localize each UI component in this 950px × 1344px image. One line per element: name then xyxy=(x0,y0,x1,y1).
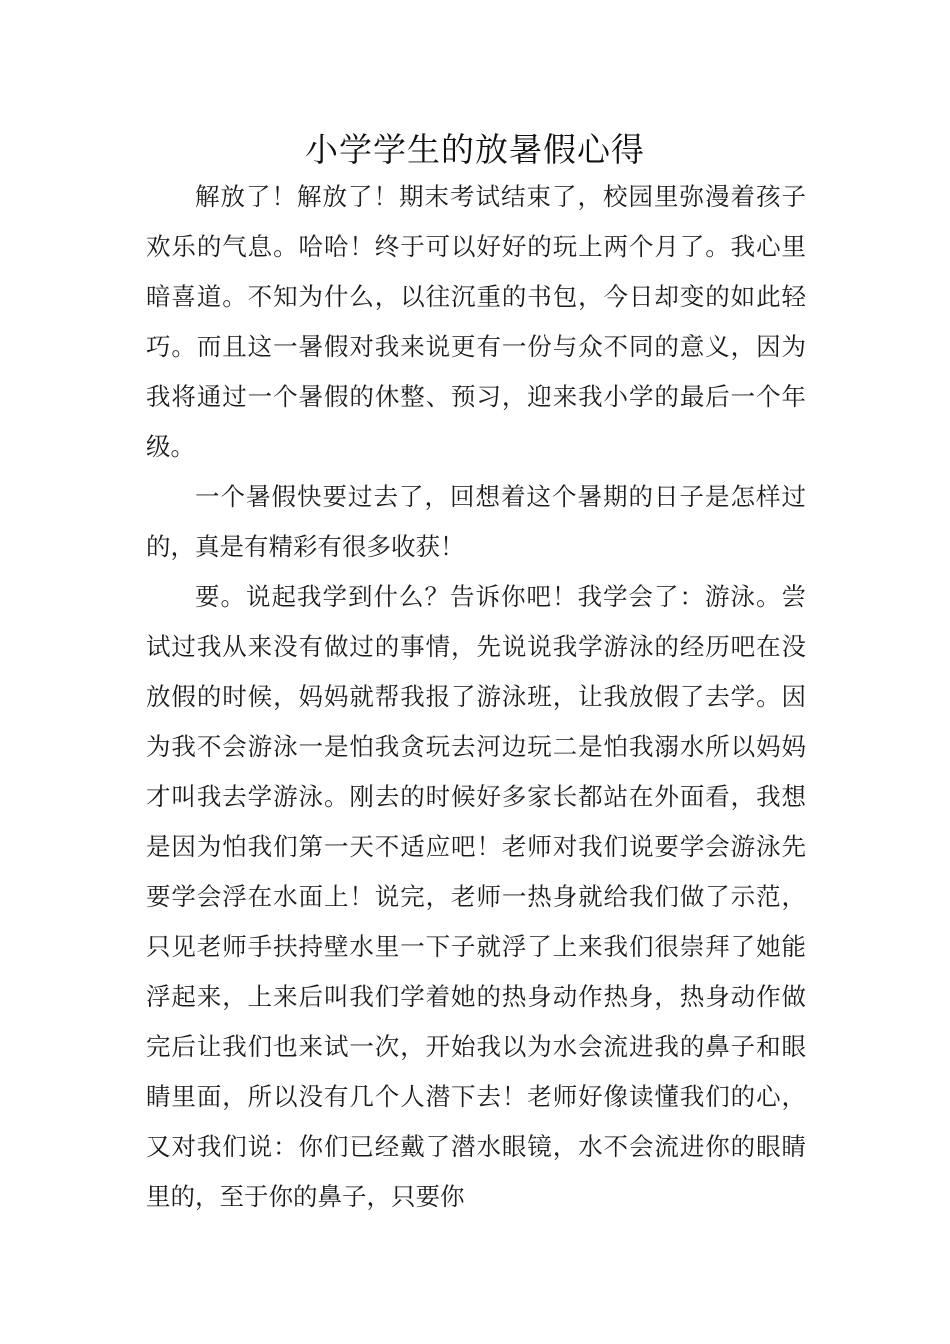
document-title: 小学学生的放暑假心得 xyxy=(305,130,645,169)
paragraph-1: 解放了！解放了！期末考试结束了，校园里弥漫着孩子欢乐的气息。哈哈！终于可以好好的玩上两个月了。我心里暗喜道。不知为什么，以往沉重的书包，今日却变的如此轻巧。而且这一暑假对我来说更有一份与众不同的意义，因为我将通过一个暑假的休整、预习，迎来我小学的最后一个年级。 xyxy=(146,182,806,461)
paragraph-3: 要。说起我学到什么？告诉你吧！我学会了：游泳。尝试过我从来没有做过的事情，先说说我学游泳的经历吧在没放假的时候，妈妈就帮我报了游泳班，让我放假了去学。因为我不会游泳一是怕我贪玩去河边玩二是怕我溺水所以妈妈才叫我去学游泳。刚去的时候好多家长都站在外面看，我想是因为怕我们第一天不适应吧！老师对我们说要学会游泳先要学会浮在水面上！说完，老师一热身就给我们做了示范，只见老师手扶持壁水里一下子就浮了上来我们很崇拜了她能浮起来，上来后叫我们学着她的热身动作热身，热身动作做完后让我们也来试一次，开始我以为水会流进我的鼻子和眼睛里面，所以没有几个人潜下去！老师好像读懂我们的心，又对我们说：你们已经戴了潜水眼镜，水不会流进你的眼睛里的，至于你的鼻子，只要你 xyxy=(146,582,806,1211)
document-body xyxy=(146,172,806,1222)
paragraph-2: 一个暑假快要过去了，回想着这个暑期的日子是怎样过的，真是有精彩有很多收获！ xyxy=(146,482,806,561)
